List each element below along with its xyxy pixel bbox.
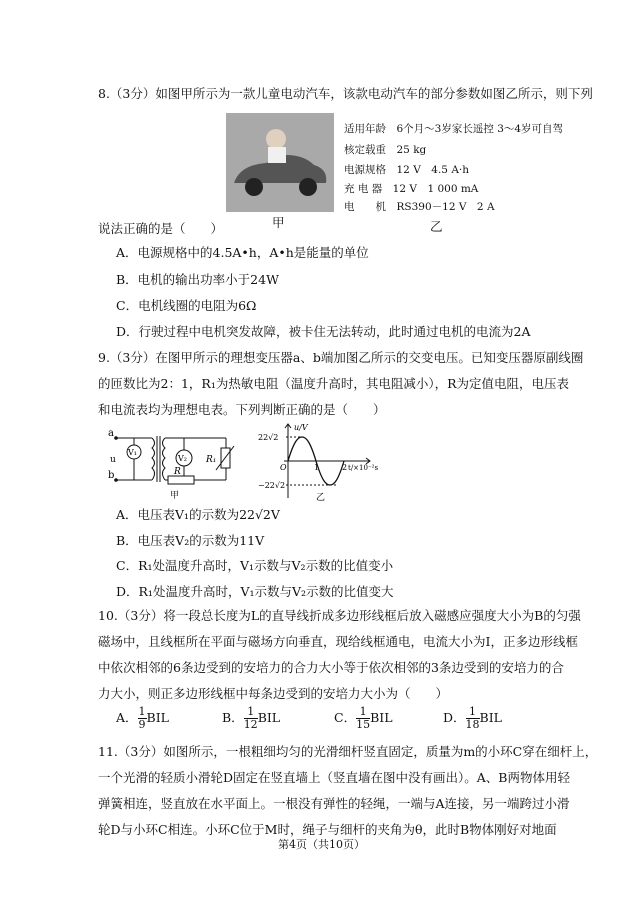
spec-power: 电源规格 12 V 4.5 A·h [344, 164, 469, 176]
q8-option-c: C．电机线圈的电阻为6Ω [116, 298, 257, 313]
q9-stem-line-3: 和电流表均为理想电表。下列判断正确的是（ ） [98, 402, 386, 417]
q11-stem-line-4: 轮D与小环C相连。小环C位于M时，绳子与细杆的夹角为θ，此时B物体刚好对地面 [98, 822, 557, 837]
q8-stem: 8.（3分）如图甲所示为一款儿童电动汽车，该款电动汽车的部分参数如图乙所示，则下列 [98, 86, 593, 101]
spec-motor: 电 机 RS390－12 V 2 A [344, 201, 495, 213]
spec-age: 适用年龄 6个月～3岁家长遥控 3～4岁可自驾 [344, 123, 564, 135]
q9-option-a: A．电压表V₁的示数为22√2V [116, 507, 280, 522]
spec-charger: 充 电 器 12 V 1 000 mA [344, 183, 479, 195]
label-b: b [108, 470, 115, 481]
fig-label-jia: 甲 [272, 215, 285, 230]
q10-stem-line-4: 力大小，则正多边形线框中每条边受到的安培力大小为（ ） [98, 686, 449, 701]
label-r: R [174, 467, 181, 477]
terminal-b [114, 478, 118, 482]
q9-option-d: D．R₁处温度升高时，V₁示数与V₂示数的比值变大 [116, 584, 394, 599]
q8-option-a: A．电源规格中的4.5A•h，A•h是能量的单位 [116, 245, 369, 260]
spec-load: 核定载重 25 kg [344, 144, 427, 156]
q10-option-d: D． $\frac{1}{18}$ BIL [443, 705, 502, 731]
label-r1: R₁ [206, 455, 217, 465]
q11-stem-line-3: 弹簧相连，竖直放在水平面上。一根没有弹性的轻绳，一端与A连接，另一端跨过小滑 [98, 796, 570, 811]
q9-stem-line-2: 的匝数比为2：1，R₁为热敏电阻（温度升高时，其电阻减小），R为定值电阻，电压表 [98, 376, 569, 391]
q10-option-b: B． $\frac{1}{12}$ BIL [222, 705, 281, 731]
transformer-circuit-diagram [108, 420, 248, 502]
toy-car-photo [226, 113, 334, 212]
label-a: a [108, 428, 114, 439]
q9-option-b: B．电压表V₂的示数为11V [116, 533, 265, 548]
q10-option-a: A． $\frac{1}{9}$ BIL [116, 705, 169, 731]
q11-stem-line-2: 一个光滑的轻质小滑轮D固定在竖直墙上（竖直墙在图中没有画出）。A、B两物体用轻 [98, 770, 570, 785]
graph-origin: O [280, 463, 287, 472]
graph-tick-1: 1 [314, 463, 320, 472]
q11-stem-line-1: 11.（3分）如图所示，一根粗细均匀的光滑细杆竖直固定，质量为m的小环C穿在细杆上， [98, 744, 598, 759]
q8-stem-cont: 说法正确的是（ ） [98, 221, 224, 236]
graph-label-yi: 乙 [316, 493, 326, 502]
q9-stem-line-1: 9.（3分）在图甲所示的理想变压器a、b端加图乙所示的交变电压。已知变压器原副线圈 [98, 350, 584, 365]
circuit-label-jia: 甲 [170, 491, 180, 501]
graph-ylabel: u/V [294, 423, 308, 432]
label-v1: V₁ [128, 448, 137, 457]
q10-stem-line-2: 磁场中，且线框所在平面与磁场方向垂直，现给线框通电，电流大小为I，正多边形线框 [98, 634, 578, 649]
q8-option-b: B．电机的输出功率小于24W [116, 272, 279, 287]
label-u: u [110, 455, 116, 465]
q10-option-c: C． $\frac{1}{15}$ BIL [334, 705, 393, 731]
graph-tick-2: 2 [342, 463, 348, 472]
q10-stem-line-3: 中依次相邻的6条边受到的安培力的合力大小等于依次相邻的3条边受到的安培力的合 [98, 660, 564, 675]
graph-ymin: −22√2 [258, 481, 286, 490]
toy-car-icon [226, 113, 334, 212]
terminal-a [114, 436, 118, 440]
voltage-graph [258, 420, 378, 502]
q9-option-c: C．R₁处温度升高时，V₁示数与V₂示数的比值变小 [116, 558, 394, 573]
graph-ymax: 22√2 [258, 433, 279, 442]
graph-xlabel: t/×10⁻²s [348, 464, 378, 472]
page-footer: 第4页（共10页） [278, 838, 365, 851]
q8-option-d: D．行驶过程中电机突发故障，被卡住无法转动，此时通过电机的电流为2A [116, 324, 531, 339]
q10-stem-line-1: 10.（3分）将一段总长度为L的直导线折成多边形线框后放入磁感应强度大小为B的匀强 [98, 608, 581, 623]
fig-label-yi: 乙 [430, 219, 443, 234]
label-v2: V₂ [178, 454, 187, 463]
